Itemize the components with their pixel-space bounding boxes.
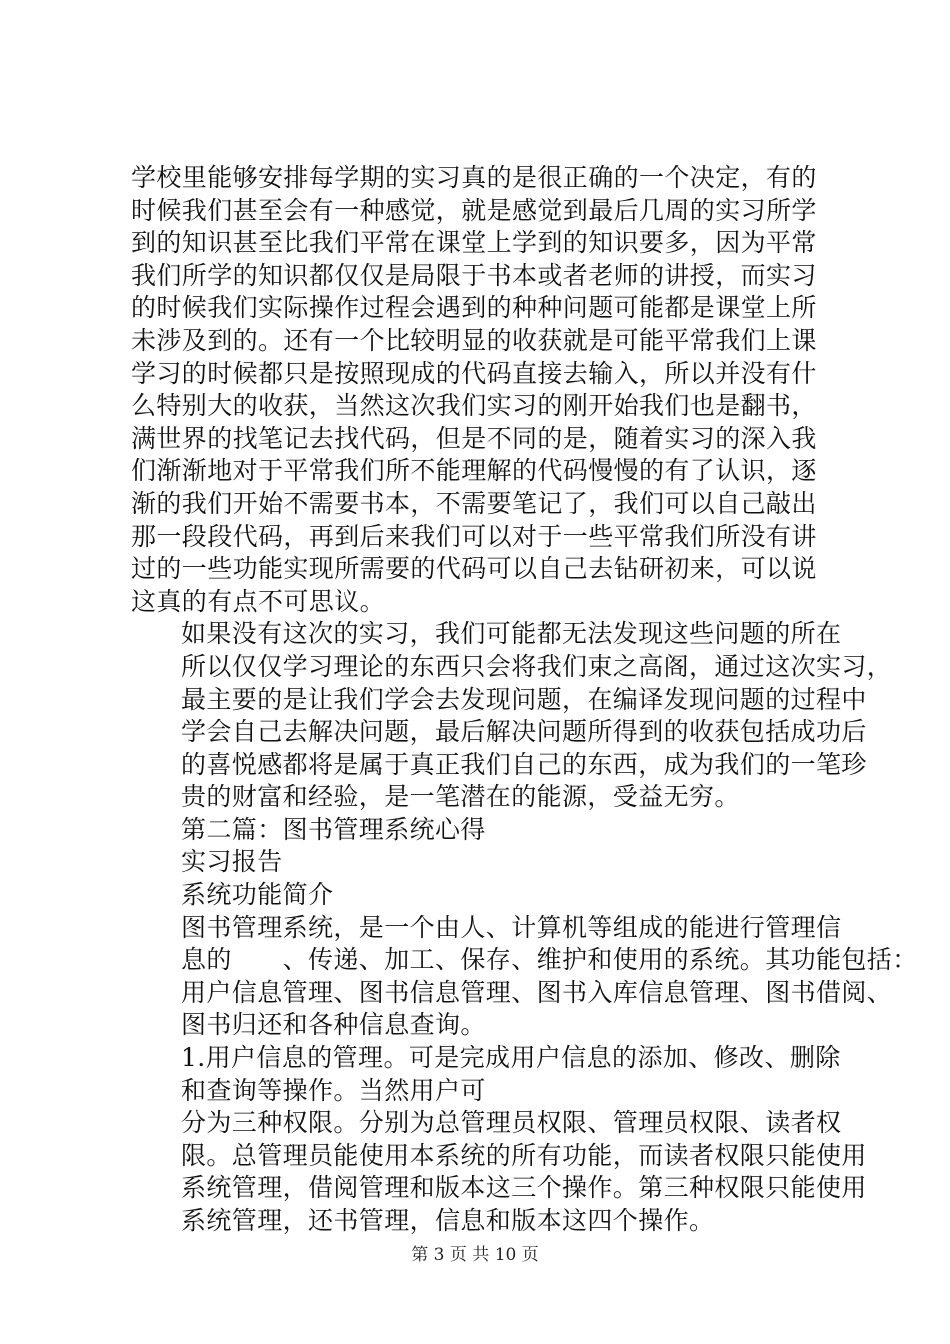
text-line: 实习报告 [181, 847, 283, 877]
text-line: 么特别大的收获，当然这次我们实习的刚开始我们也是翻书， [131, 391, 817, 421]
paragraph [131, 879, 831, 912]
text-line: 第二篇：图书管理系统心得 [181, 814, 486, 844]
text-line: 到的知识甚至比我们平常在课堂上学到的知识要多，因为平常 [131, 228, 817, 258]
text-line: 所以仅仅学习理论的东西只会将我们束之高阁，通过这次实习， [181, 651, 893, 681]
text-line: 我们所学的知识都仅仅是局限于书本或者老师的讲授，而实习 [131, 260, 817, 290]
text-line: 1.用户信息的管理。可是完成用户信息的添加、修改、删除 [181, 1043, 841, 1073]
text-line: 和查询等操作。当然用户可 [181, 1075, 486, 1105]
text-line: 学校里能够安排每学期的实习真的是很正确的一个决定，有的 [131, 163, 817, 192]
text-line: 息的 、传递、加工、保存、维护和使用的系统。其功能包括： [181, 945, 918, 975]
text-line: 学会自己去解决问题，最后解决问题所得到的收获包括成功后 [181, 717, 867, 747]
paragraph [131, 162, 831, 618]
text-line: 渐的我们开始不需要书本，不需要笔记了，我们可以自己敲出 [131, 488, 817, 518]
text-line: 未涉及到的。还有一个比较明显的收获就是可能平常我们上课 [131, 325, 817, 355]
paragraph [131, 1107, 867, 1237]
text-line: 系统功能简介 [181, 880, 334, 910]
paragraph [131, 618, 893, 814]
paragraph [131, 846, 831, 879]
page-footer: 第 3 页 共 10 页 [411, 1245, 539, 1265]
paragraph [131, 912, 918, 1042]
text-line: 时候我们甚至会有一种感觉，就是感觉到最后几周的实习所学 [131, 195, 817, 225]
text-line: 限。总管理员能使用本系统的所有功能，而读者权限只能使用 [181, 1140, 867, 1170]
text-line: 的时候我们实际操作过程会遇到的种种问题可能都是课堂上所 [131, 293, 817, 323]
text-line: 最主要的是让我们学会去发现问题，在编译发现问题的过程中 [181, 684, 867, 714]
text-line: 们渐渐地对于平常我们所不能理解的代码慢慢的有了认识，逐 [131, 456, 817, 486]
text-line: 那一段段代码，再到后来我们可以对于一些平常我们所没有讲 [131, 521, 817, 551]
text-line: 图书管理系统，是一个由人、计算机等组成的能进行管理信 [181, 912, 842, 942]
text-line: 系统管理，还书管理，信息和版本这四个操作。 [181, 1206, 715, 1235]
text-line: 这真的有点不可思议。 [131, 586, 386, 616]
text-line: 图书归还和各种信息查询。 [181, 1010, 486, 1040]
text-line: 的喜悦感都将是属于真正我们自己的东西，成为我们的一笔珍 [181, 749, 867, 779]
text-line: 用户信息管理、图书信息管理、图书入库信息管理、图书借阅、 [181, 977, 893, 1007]
text-line: 过的一些功能实现所需要的代码可以自己去钻研初来，可以说 [131, 554, 817, 584]
text-line: 如果没有这次的实习，我们可能都无法发现这些问题的所在 [181, 619, 842, 649]
text-line: 学习的时候都只是按照现成的代码直接去输入，所以并没有什 [131, 358, 817, 388]
text-line: 系统管理，借阅管理和版本这三个操作。第三种权限只能使用 [181, 1173, 867, 1203]
text-line: 分为三种权限。分别为总管理员权限、管理员权限、读者权 [181, 1108, 842, 1138]
paragraph [131, 1042, 841, 1107]
text-line: 贵的财富和经验，是一笔潜在的能源，受益无穷。 [181, 782, 740, 812]
text-line: 满世界的找笔记去找代码，但是不同的是，随着实习的深入我 [131, 423, 817, 453]
paragraph [131, 814, 831, 847]
body-text [131, 162, 918, 1238]
